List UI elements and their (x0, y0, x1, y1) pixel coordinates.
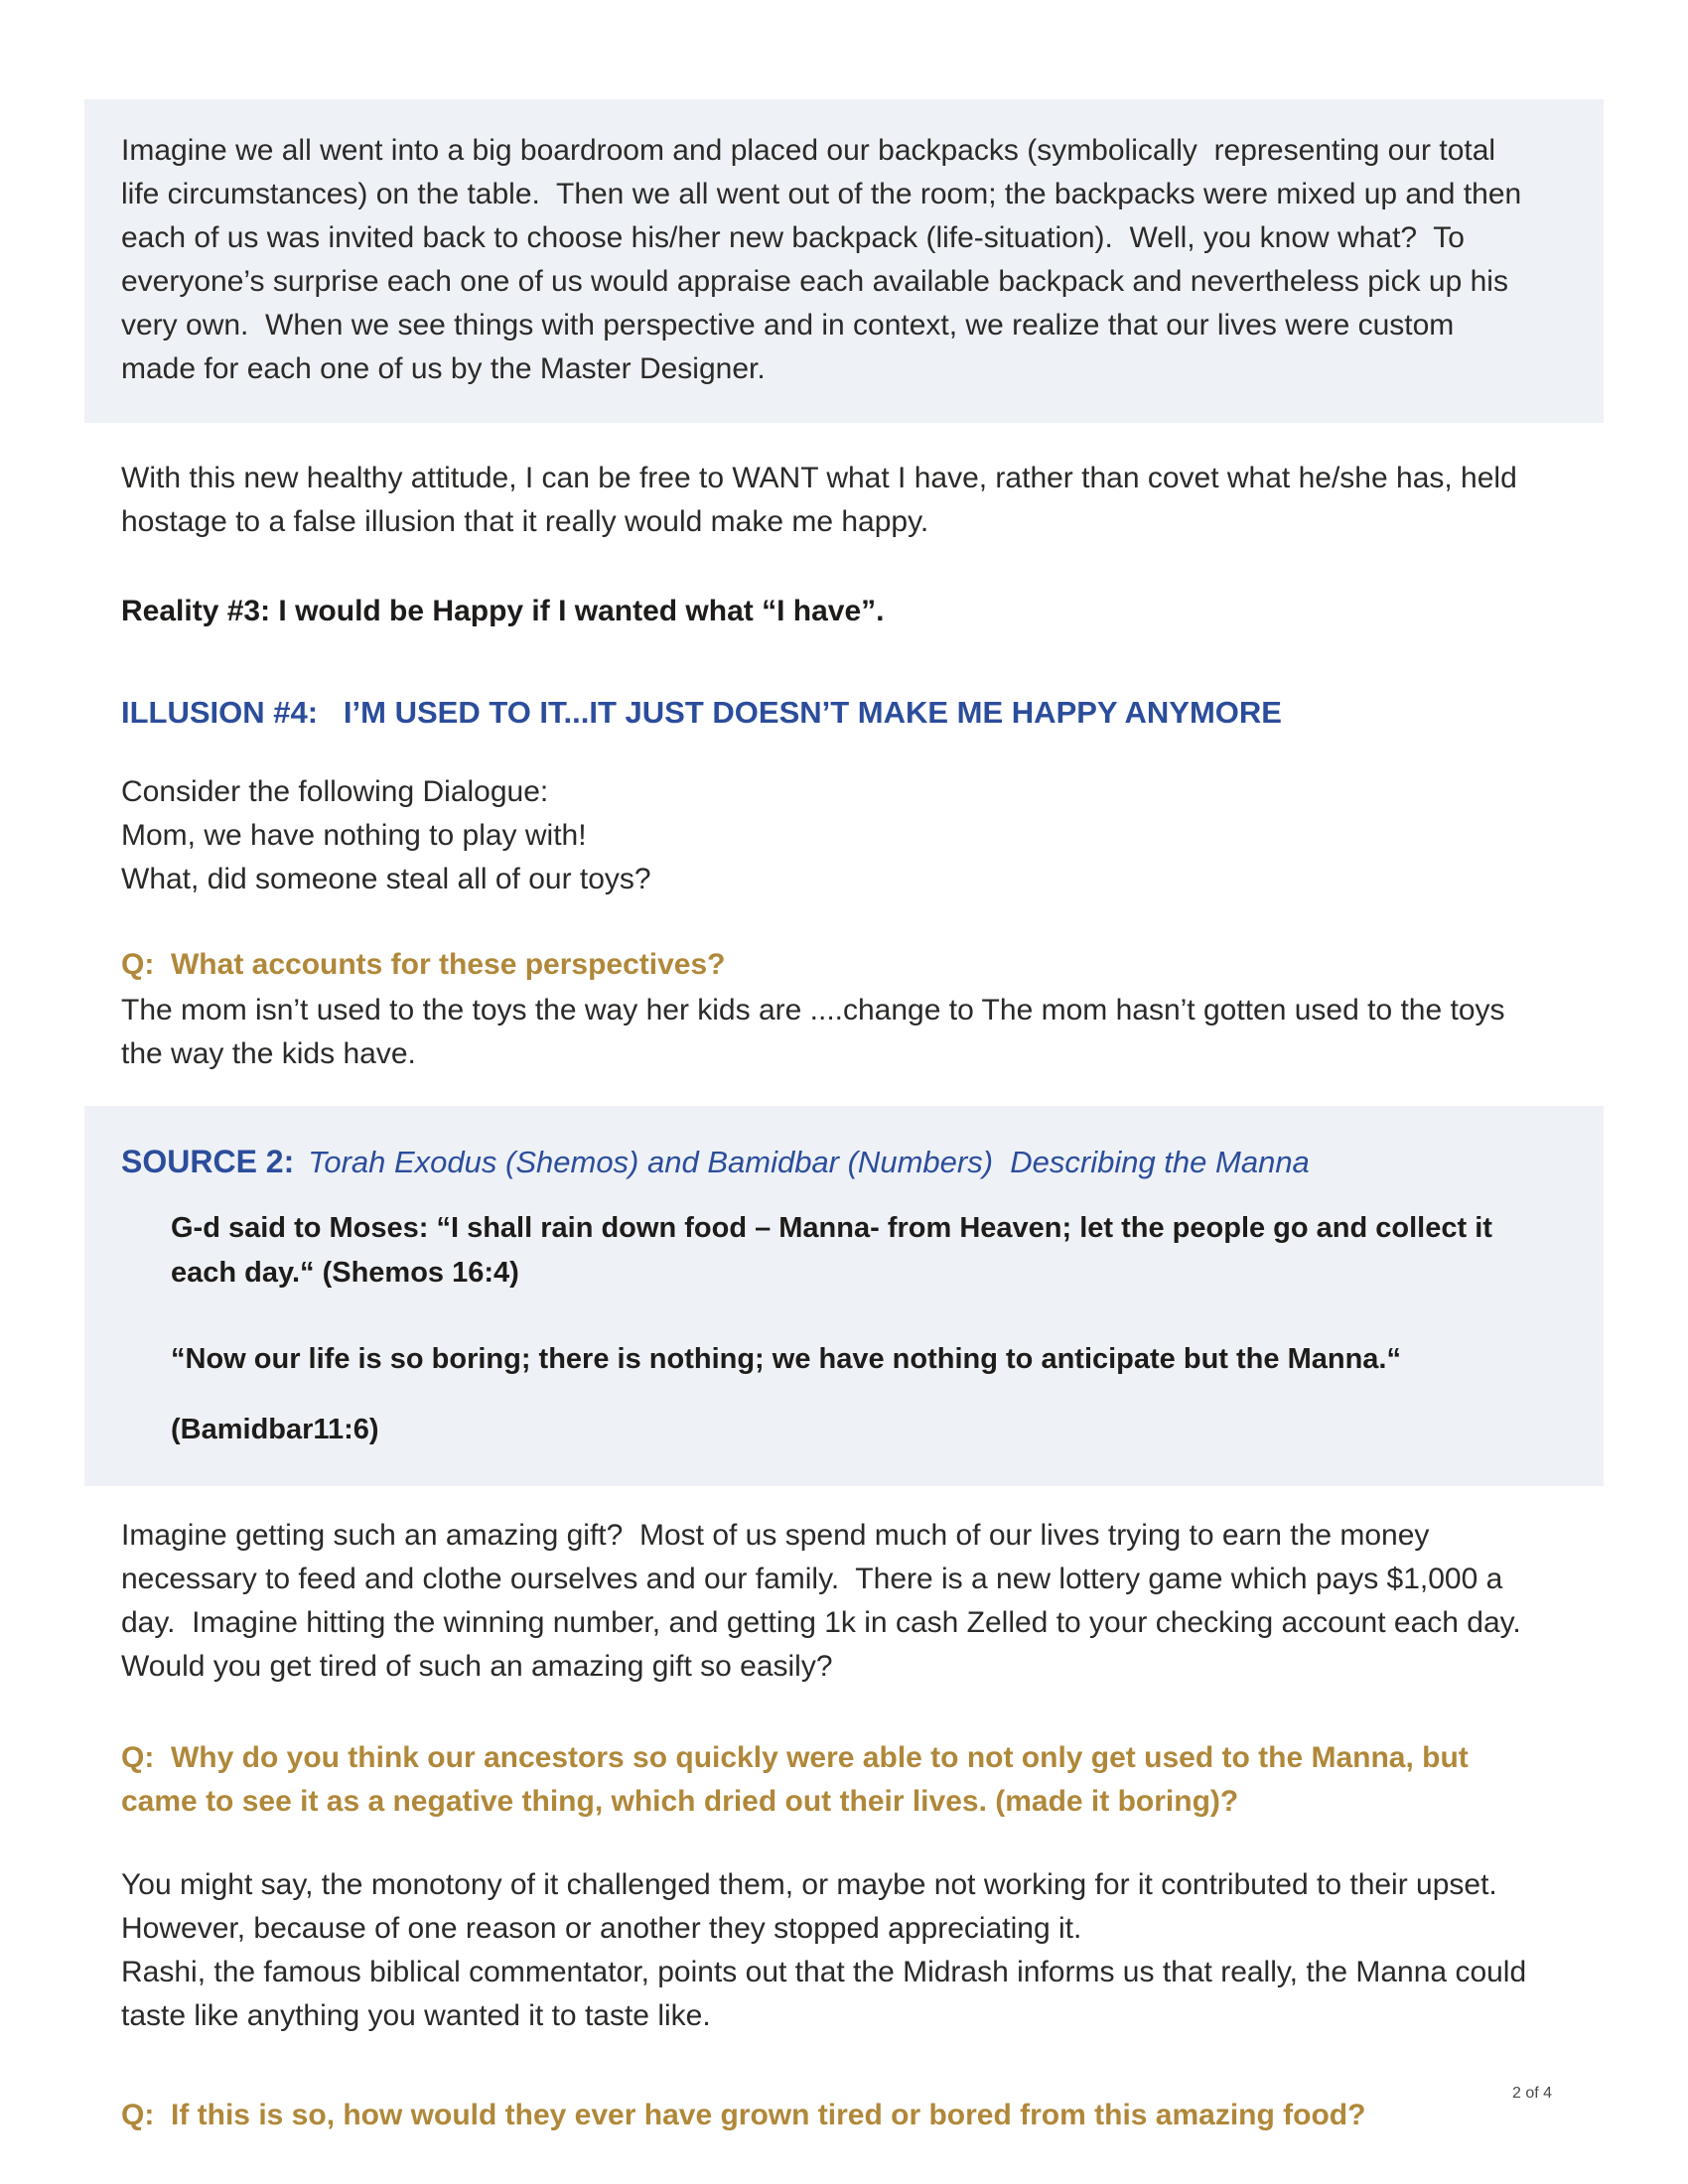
monotony-line-1: You might say, the monotony of it challenged them, or maybe not working for it contributed to their upset. However, because of one reason or another they stopped appreciating it. (121, 1868, 1514, 1945)
question-3: Q: If this is so, how would they ever have grown tired or bored from this amazing food? (121, 2099, 1366, 2131)
source-quote-2: “Now our life is so boring; there is nothing; we have nothing to anticipate but the Manna.“ (171, 1343, 1401, 1375)
source-2-label: SOURCE 2: (121, 1144, 295, 1179)
source-2-box (84, 1106, 1604, 1486)
source-2-title: Torah Exodus (Shemos) and Bamidbar (Numbers) Describing the Manna (308, 1145, 1310, 1179)
monotony-line-2: Rashi, the famous biblical commentator, points out that the Midrash informs us that really, the Manna could taste like anything you wanted it to taste like. (121, 1956, 1535, 2032)
question-1: Q: What accounts for these perspectives? (121, 948, 726, 981)
dialogue-line-mom: Mom, we have nothing to play with! (121, 819, 587, 852)
reality-3-heading: Reality #3: I would be Happy if I wanted what “I have”. (121, 595, 885, 627)
page-number: 2 of 4 (1511, 2085, 1552, 2102)
question-1-answer: The mom isn’t used to the toys the way her kids are ....change to The mom hasn’t gotten used to the toys the way the kids have. (121, 994, 1513, 1070)
intro-highlight-box (84, 99, 1604, 423)
source-2-heading (121, 1140, 1549, 1184)
illusion-4-heading: ILLUSION #4: I’M USED TO IT...IT JUST DOESN’T MAKE ME HAPPY ANYMORE (121, 695, 1282, 730)
question-2: Q: Why do you think our ancestors so quickly were able to not only get used to the Manna, but came to see it as a negative thing, which dried out their lives. (made it boring)? (121, 1741, 1477, 1818)
monotony-paragraph (121, 1863, 1551, 2038)
source-quote-1: G-d said to Moses: “I shall rain down food – Manna- from Heaven; let the people go and collect it each day.“ (Shemos 16:4) (171, 1212, 1500, 1289)
source-quote-2-reference: (Bamidbar11:6) (171, 1414, 379, 1445)
dialogue-line-what: What, did someone steal all of our toys? (121, 863, 651, 895)
lottery-paragraph: Imagine getting such an amazing gift? Most of us spend much of our lives trying to earn the money necessary to feed and clothe ourselves and our family. There is a new lottery game which pays $1,000 a day. Imagine hitting the winning number, and getting 1k in cash Zelled to your checking account each day. Would you get tired of such an amazing gift so easily? (121, 1519, 1538, 1683)
intro-paragraph: Imagine we all went into a big boardroom and placed our backpacks (symbolically representing our total life circumstances) on the table. Then we all went out of the room; the backpacks were mixed up and then each of us was invited back to choose his/her new backpack (life-situation). Well, you know what? To everyone’s surprise each one of us would appraise each available backpack and nevertheless pick up his very own. When we see things with perspective and in context, we realize that our lives were custom made for each one of us by the Master Designer. (121, 134, 1530, 385)
attitude-paragraph: With this new healthy attitude, I can be free to WANT what I have, rather than covet what he/she has, held hostage to a false illusion that it really would make me happy. (121, 462, 1526, 538)
dialogue-intro: Consider the following Dialogue: (121, 775, 549, 808)
